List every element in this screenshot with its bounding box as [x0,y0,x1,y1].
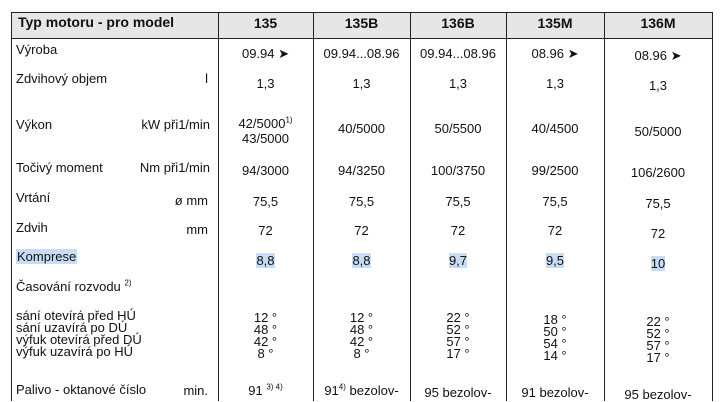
row-label-komprese: Komprese [17,249,77,264]
cell-vyroba: 09.94 ➤ [241,46,290,61]
cell-komprese: 8,8 [256,253,275,268]
cell-palivo: 95 bezolov- [424,385,492,400]
cell-objem: 1,3 [648,78,668,93]
timing-value: 22 ° [446,310,470,325]
unit-vykon: kW při1/min [141,117,210,132]
header-row-label: Typ motoru - pro model [18,14,175,30]
cell-vyroba: 08.96 ➤ [531,46,579,61]
timing-value: 54 ° [543,336,567,351]
unit-objem: l [205,71,208,86]
cell-zdvih: 72 [650,226,666,241]
row-label-palivo: Palivo - oktanové číslo [16,382,147,397]
model-header-135m: 135M [537,15,573,31]
cell-komprese: 9,7 [448,253,468,268]
timing-value: 14 ° [543,348,567,363]
timing-column [218,312,313,360]
cell-zdvih: 72 [547,223,563,238]
cell-moment: 106/2600 [630,165,686,180]
cell-palivo: 91 bezolov- [521,385,589,400]
cell-vyroba: 09.94...08.96 [323,46,400,61]
timing-label: výfuk otevírá před DÚ [16,332,142,347]
cell-moment: 99/2500 [531,163,579,178]
cell-vrtani: 75,5 [542,194,568,209]
grid-line [11,12,713,13]
timing-labels [16,310,142,358]
cell-vyroba: 09.94...08.96 [420,46,496,61]
timing-value: 52 ° [646,326,670,341]
cell-objem: 1,3 [352,76,371,91]
timing-value: 8 ° [353,346,370,361]
cell-objem: 1,3 [256,76,275,91]
cell-palivo: 91$^{4)}$ bezolov- [324,382,399,398]
timing-value: 8 ° [257,346,274,361]
grid-line [11,38,713,39]
cell-vykon: 42/5000$^{1)}$ [238,115,293,131]
cell-vykon: 50/5000 [634,124,682,139]
timing-column [313,312,410,360]
model-header-135b: 135B [344,15,379,31]
cell-zdvih: 72 [258,223,273,238]
cell-komprese: 9,5 [545,253,565,268]
timing-column [506,314,604,362]
grid-line [712,12,713,401]
timing-value: 22 ° [646,314,670,329]
row-label-vykon: Výkon [16,117,53,132]
cell-moment: 100/3750 [430,163,486,178]
unit-moment: Nm při1/min [139,160,210,175]
timing-label: sání otevírá před HÚ [16,308,136,323]
unit-vrtani: ø mm [174,193,208,208]
cell-komprese: 10 [650,256,666,271]
cell-moment: 94/3000 [242,163,289,178]
timing-value: 42 ° [349,334,374,349]
timing-value: 42 ° [253,334,278,349]
cell-vykon: 40/5000 [338,121,385,136]
row-label-objem: Zdvihový objem [16,71,108,86]
timing-label: sání uzavírá po DÚ [16,320,128,335]
model-header-135: 135 [253,15,278,31]
cell-vykon-alt: 43/5000 [242,131,289,146]
cell-vyroba: 08.96 ➤ [634,48,682,63]
cell-vykon: 40/4500 [531,121,579,136]
unit-zdvih: mm [186,222,208,237]
grid-line [11,12,12,401]
model-header-136m: 136M [640,15,676,31]
row-label-vyroba: Výroba [16,42,58,57]
cell-vrtani: 75,5 [645,196,671,211]
cell-objem: 1,3 [545,76,565,91]
timing-value: 18 ° [543,312,567,327]
timing-value: 50 ° [543,324,567,339]
timing-value: 52 ° [446,322,470,337]
timing-value: 48 ° [253,322,278,337]
cell-vykon: 50/5500 [434,121,482,136]
cell-zdvih: 72 [450,223,466,238]
row-label-vrtani: Vrtání [16,190,51,205]
timing-value: 12 ° [253,310,278,325]
row-label-moment: Točivý moment [16,160,103,175]
model-header-136b: 136B [441,15,475,31]
timing-value: 57 ° [446,334,470,349]
timing-value: 12 ° [349,310,374,325]
timing-column [410,312,506,360]
row-label-casovani: Časování rozvodu $^{2)}$ [16,278,132,294]
timing-column [604,316,712,364]
timing-label: výfuk uzavírá po HÚ [16,344,134,359]
cell-palivo: 91 $^{3) 4)}$ [248,382,283,398]
cell-moment: 94/3250 [338,163,385,178]
cell-vrtani: 75,5 [252,194,279,209]
unit-palivo: min. [183,383,208,398]
cell-palivo: 95 bezolov- [624,387,692,402]
cell-vrtani: 75,5 [348,194,375,209]
timing-value: 17 ° [646,350,670,365]
timing-value: 17 ° [446,346,470,361]
timing-value: 57 ° [646,338,670,353]
cell-zdvih: 72 [354,223,369,238]
cell-vrtani: 75,5 [445,194,471,209]
cell-komprese: 8,8 [352,253,371,268]
cell-objem: 1,3 [448,76,468,91]
row-label-zdvih: Zdvih [16,220,48,235]
timing-value: 48 ° [349,322,374,337]
